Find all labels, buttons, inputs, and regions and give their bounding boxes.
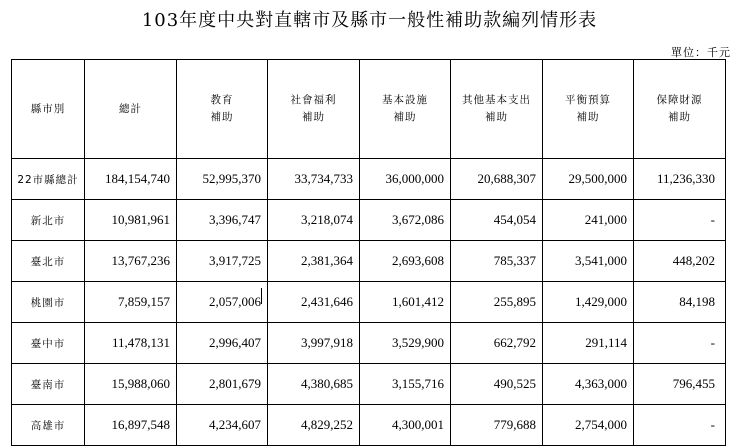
table-row	[12, 323, 726, 364]
infrastructure-value: 3,529,900	[360, 323, 451, 364]
education-value: 2,996,407	[177, 323, 268, 364]
balanced-budget-value: 4,363,000	[543, 364, 634, 405]
infrastructure-value: 1,601,412	[360, 282, 451, 323]
total-value: 15,988,060	[85, 364, 177, 405]
header-total	[85, 60, 177, 159]
balanced-budget-value: 291,114	[543, 323, 634, 364]
subsidy-table	[11, 59, 726, 446]
total-value: 11,478,131	[85, 323, 177, 364]
header-guaranteed-revenue	[634, 60, 726, 159]
header-other-basic-line2: 補助	[485, 111, 508, 123]
social-welfare-value: 4,380,685	[268, 364, 360, 405]
infrastructure-value: 4,300,001	[360, 405, 451, 446]
header-other-basic-line1: 其他基本支出	[462, 94, 531, 106]
county-name: 新北市	[12, 200, 85, 241]
header-social-welfare-line1: 社會福利	[290, 94, 337, 106]
education-value: 2,801,679	[177, 364, 268, 405]
header-balanced-budget-line2: 補助	[576, 111, 600, 123]
guaranteed-revenue-value: 796,455	[634, 364, 726, 405]
table-row	[12, 405, 726, 446]
total-value: 10,981,961	[85, 200, 177, 241]
county-name: 臺南市	[12, 364, 85, 405]
county-name: 臺中市	[12, 323, 85, 364]
header-education-line1: 教育	[210, 94, 234, 106]
header-total-label: 總計	[119, 102, 142, 115]
balanced-budget-value: 29,500,000	[543, 159, 634, 200]
county-name: 臺北市	[12, 241, 85, 282]
header-county	[12, 60, 85, 159]
balanced-budget-value: 241,000	[543, 200, 634, 241]
guaranteed-revenue-value: 11,236,330	[634, 159, 726, 200]
table-row	[12, 241, 726, 282]
other-basic-value: 785,337	[451, 241, 543, 282]
guaranteed-revenue-value: 84,198	[634, 282, 726, 323]
county-name: 桃園市	[12, 282, 85, 323]
header-infrastructure	[360, 60, 451, 159]
social-welfare-value: 3,997,918	[268, 323, 360, 364]
header-balanced-budget-line1: 平衡預算	[565, 94, 611, 106]
education-value: 4,234,607	[177, 405, 268, 446]
guaranteed-revenue-value: -	[634, 200, 726, 241]
county-name: 高雄市	[12, 405, 85, 446]
social-welfare-value: 3,218,074	[268, 200, 360, 241]
balanced-budget-value: 1,429,000	[543, 282, 634, 323]
social-welfare-value: 33,734,733	[268, 159, 360, 200]
total-value: 7,859,157	[85, 282, 177, 323]
infrastructure-value: 3,672,086	[360, 200, 451, 241]
header-education-line2: 補助	[210, 111, 234, 123]
other-basic-value: 454,054	[451, 200, 543, 241]
other-basic-value: 20,688,307	[451, 159, 543, 200]
infrastructure-value: 2,693,608	[360, 241, 451, 282]
other-basic-value: 779,688	[451, 405, 543, 446]
header-education	[177, 60, 268, 159]
total-value: 184,154,740	[85, 159, 177, 200]
table-row	[12, 282, 726, 323]
social-welfare-value: 2,431,646	[268, 282, 360, 323]
other-basic-value: 662,792	[451, 323, 543, 364]
report-title: 103年度中央對直轄市及縣市一般性補助款編列情形表	[141, 10, 598, 31]
education-value: 3,396,747	[177, 200, 268, 241]
header-infrastructure-line2: 補助	[393, 111, 417, 123]
header-social-welfare	[268, 60, 360, 159]
balanced-budget-value: 3,541,000	[543, 241, 634, 282]
county-name: 22市縣總計	[12, 159, 85, 200]
education-value[interactable]: 2,057,006	[177, 282, 268, 323]
other-basic-value: 255,895	[451, 282, 543, 323]
infrastructure-value: 36,000,000	[360, 159, 451, 200]
social-welfare-value: 2,381,364	[268, 241, 360, 282]
header-balanced-budget	[543, 60, 634, 159]
text-cursor	[261, 288, 262, 304]
infrastructure-value: 3,155,716	[360, 364, 451, 405]
header-row	[12, 60, 726, 159]
balanced-budget-value: 2,754,000	[543, 405, 634, 446]
table-row	[12, 159, 726, 200]
header-infrastructure-line1: 基本設施	[382, 94, 428, 106]
unit-label: 單位：千元	[671, 46, 731, 59]
table-row	[12, 364, 726, 405]
guaranteed-revenue-value: 448,202	[634, 241, 726, 282]
header-guaranteed-revenue-line2: 補助	[668, 111, 691, 123]
social-welfare-value: 4,829,252	[268, 405, 360, 446]
table-row	[12, 200, 726, 241]
guaranteed-revenue-value: -	[634, 323, 726, 364]
total-value: 16,897,548	[85, 405, 177, 446]
total-value: 13,767,236	[85, 241, 177, 282]
education-value: 3,917,725	[177, 241, 268, 282]
education-value: 52,995,370	[177, 159, 268, 200]
other-basic-value: 490,525	[451, 364, 543, 405]
header-other-basic	[451, 60, 543, 159]
header-county-label: 縣市別	[30, 102, 66, 115]
header-social-welfare-line2: 補助	[302, 111, 325, 123]
header-guaranteed-revenue-line1: 保障財源	[656, 94, 703, 106]
guaranteed-revenue-value: -	[634, 405, 726, 446]
